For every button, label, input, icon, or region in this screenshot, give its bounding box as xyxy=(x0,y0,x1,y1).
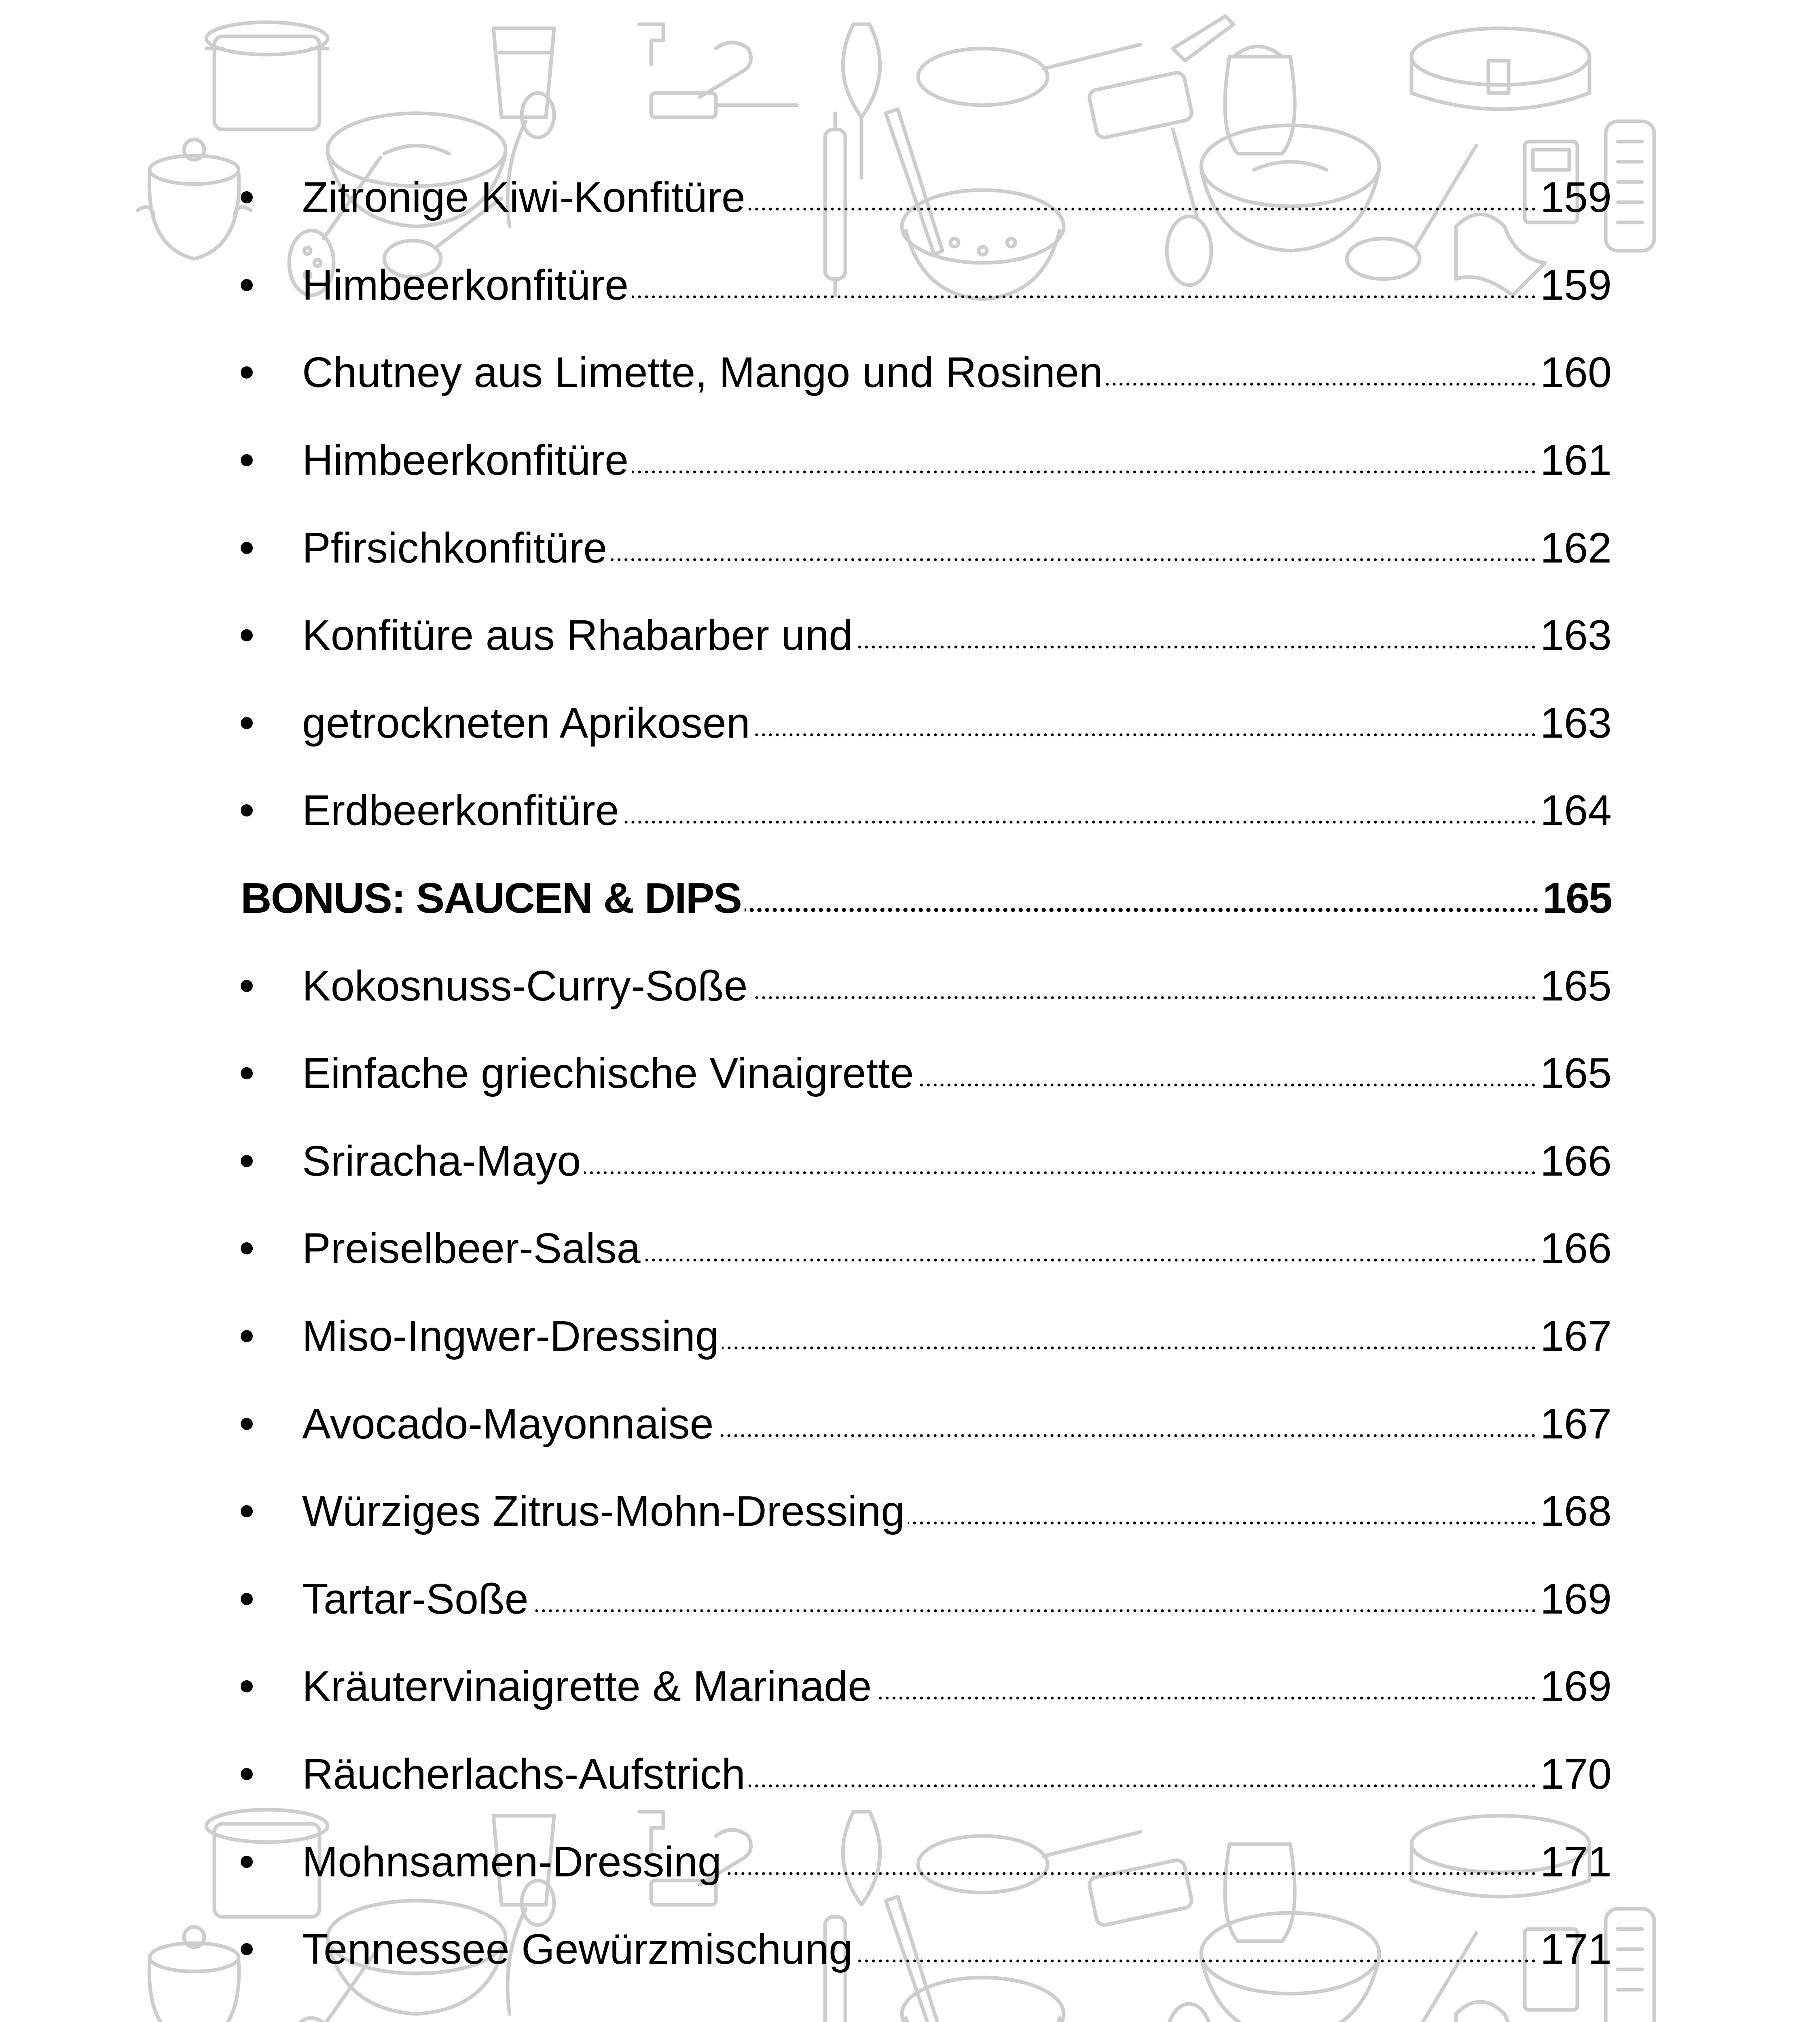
toc-entry-page: 162 xyxy=(1540,524,1612,572)
toc-entry-title: Miso-Ingwer-Dressing xyxy=(302,1312,719,1360)
bullet-icon xyxy=(241,366,253,379)
toc-entry-page: 169 xyxy=(1540,1662,1612,1711)
toc-entry[interactable] xyxy=(241,504,1612,592)
toc-entry[interactable] xyxy=(241,1030,1612,1117)
toc-entry-title: Kokosnuss-Curry-Soße xyxy=(302,962,748,1010)
toc-entry-title: Erdbeerkonfitüre xyxy=(302,787,619,835)
bullet-icon xyxy=(241,542,253,554)
toc-entry[interactable] xyxy=(241,1292,1612,1380)
dot-leader xyxy=(751,995,1537,1000)
toc-entry-title: Sriracha-Mayo xyxy=(302,1137,581,1185)
dot-leader xyxy=(753,732,1537,737)
toc-entry[interactable] xyxy=(241,767,1612,854)
toc-entry-page: 168 xyxy=(1540,1487,1612,1536)
toc-entry-title: Tartar-Soße xyxy=(302,1575,529,1623)
toc-entry-page: 160 xyxy=(1540,349,1612,397)
toc-entry-page: 163 xyxy=(1540,699,1612,747)
bullet-icon xyxy=(241,629,253,641)
bullet-icon xyxy=(241,1330,253,1342)
dot-leader xyxy=(644,1258,1537,1263)
toc-entry-page: 171 xyxy=(1540,1838,1612,1886)
toc-entry[interactable] xyxy=(241,241,1612,329)
toc-entry[interactable] xyxy=(241,1643,1612,1730)
dot-leader xyxy=(725,1871,1537,1876)
toc-entry-title: Chutney aus Limette, Mango und Rosinen xyxy=(302,349,1103,397)
toc-entry-title: Einfache griechische Vinaigrette xyxy=(302,1049,914,1098)
toc-entry-page: 167 xyxy=(1540,1312,1612,1360)
toc-entry[interactable] xyxy=(241,942,1612,1030)
toc-entry-page: 159 xyxy=(1540,173,1612,222)
toc-entry-title: Preiselbeer-Salsa xyxy=(302,1225,641,1273)
bullet-icon xyxy=(241,1418,253,1430)
toc-entry-title: Himbeerkonfitüre xyxy=(302,261,629,309)
toc-entry-page: 163 xyxy=(1540,611,1612,660)
toc-entry[interactable] xyxy=(241,1906,1612,1993)
bullet-icon xyxy=(241,1067,253,1079)
toc-entry-title: Himbeerkonfitüre xyxy=(302,436,629,484)
bullet-icon xyxy=(241,1593,253,1605)
toc-entry[interactable] xyxy=(241,1205,1612,1292)
toc-entry[interactable] xyxy=(241,679,1612,767)
toc-entry-title: Avocado-Mayonnaise xyxy=(302,1400,714,1448)
toc-entry[interactable] xyxy=(241,329,1612,417)
dot-leader xyxy=(584,1170,1537,1175)
dot-leader xyxy=(856,1959,1537,1963)
toc-entry-title: Mohnsamen-Dressing xyxy=(302,1838,722,1886)
toc-entry[interactable] xyxy=(241,592,1612,679)
toc-section-heading[interactable] xyxy=(241,854,1612,942)
toc-entry-title: Pfirsichkonfitüre xyxy=(302,524,607,572)
toc-entry-page: 161 xyxy=(1540,436,1612,484)
toc-entry-page: 159 xyxy=(1540,261,1612,309)
dot-leader xyxy=(1106,382,1537,387)
toc-entry-title: Tennessee Gewürzmischung xyxy=(302,1925,853,1973)
toc-entry-title: Räucherlachs-Aufstrich xyxy=(302,1750,745,1798)
toc-entry-title: Kräutervinaigrette & Marinade xyxy=(302,1662,872,1711)
toc-entry[interactable] xyxy=(241,1117,1612,1205)
dot-leader xyxy=(610,557,1537,562)
toc-entry[interactable] xyxy=(241,417,1612,504)
bullet-icon xyxy=(241,1856,253,1868)
dot-leader xyxy=(875,1696,1537,1701)
bullet-icon xyxy=(241,1768,253,1780)
toc-entry-page: 169 xyxy=(1540,1575,1612,1623)
toc-entry[interactable] xyxy=(241,154,1612,241)
bullet-icon xyxy=(241,279,253,291)
toc-entry-page: 166 xyxy=(1540,1225,1612,1273)
toc-entry-title: Würziges Zitrus-Mohn-Dressing xyxy=(302,1487,905,1536)
dot-leader xyxy=(717,1433,1537,1438)
dot-leader xyxy=(632,294,1537,299)
dot-leader xyxy=(722,1345,1537,1350)
toc-section-title: BONUS: SAUCEN & DIPS xyxy=(241,874,742,922)
toc-entry-title: Konfitüre aus Rhabarber und xyxy=(302,611,853,660)
bullet-icon xyxy=(241,980,253,992)
bullet-icon xyxy=(241,804,253,816)
toc-entry[interactable] xyxy=(241,1818,1612,1906)
toc-entry[interactable] xyxy=(241,1380,1612,1468)
bullet-icon xyxy=(241,454,253,466)
toc-entry[interactable] xyxy=(241,1555,1612,1643)
dot-leader xyxy=(856,645,1537,649)
bullet-icon xyxy=(241,191,253,203)
toc-entry-page: 164 xyxy=(1540,787,1612,835)
toc-entry-page: 165 xyxy=(1540,962,1612,1010)
toc-entry-page: 165 xyxy=(1540,1049,1612,1098)
table-of-contents xyxy=(241,154,1612,1993)
bullet-icon xyxy=(241,1155,253,1167)
toc-entry-page: 171 xyxy=(1540,1925,1612,1973)
dot-leader xyxy=(532,1608,1537,1613)
toc-entry-page: 170 xyxy=(1540,1750,1612,1798)
dot-leader xyxy=(622,820,1537,825)
toc-entry-title: Zitronige Kiwi-Konfitüre xyxy=(302,173,745,222)
bullet-icon xyxy=(241,1680,253,1692)
toc-entry-title: getrockneten Aprikosen xyxy=(302,699,750,747)
dot-leader xyxy=(908,1521,1537,1525)
dot-leader xyxy=(632,470,1537,474)
bullet-icon xyxy=(241,717,253,729)
dot-leader xyxy=(917,1083,1537,1087)
bullet-icon xyxy=(241,1242,253,1254)
toc-entry[interactable] xyxy=(241,1730,1612,1818)
dot-leader xyxy=(749,1783,1537,1788)
toc-entry[interactable] xyxy=(241,1468,1612,1555)
dot-leader xyxy=(745,907,1539,912)
bullet-icon xyxy=(241,1505,253,1517)
dot-leader xyxy=(749,207,1537,212)
toc-entry-page: 167 xyxy=(1540,1400,1612,1448)
toc-entry-page: 166 xyxy=(1540,1137,1612,1185)
bullet-icon xyxy=(241,1943,253,1955)
toc-section-page: 165 xyxy=(1543,874,1612,922)
